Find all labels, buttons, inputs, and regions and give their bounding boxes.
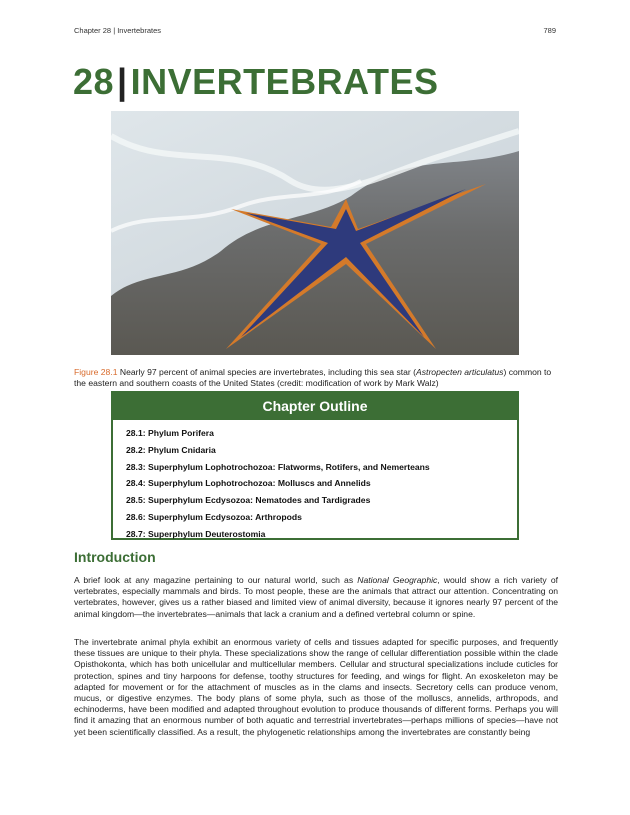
- magazine-title: National Geographic: [357, 575, 438, 585]
- introduction-heading: Introduction: [74, 549, 156, 565]
- outline-item: 28.4: Superphylum Lophotrochozoa: Molluscs and Annelids: [126, 478, 371, 489]
- caption-text-2: ) common to the eastern and southern coasts of the United States (credit: modification of work by Mark Walz): [74, 366, 552, 388]
- page-number: 789: [543, 26, 556, 35]
- chapter-outline-box: [111, 391, 519, 540]
- intro-p1-text-1: A brief look at any magazine pertaining to our natural world, such as: [74, 575, 358, 585]
- chapter-name: INVERTEBRATES: [130, 61, 439, 102]
- outline-item: 28.7: Superphylum Deuterostomia: [126, 528, 266, 539]
- running-header-chapter: Chapter 28 | Invertebrates: [74, 26, 161, 35]
- figure-caption: [74, 367, 558, 389]
- chapter-separator: |: [117, 61, 128, 102]
- intro-paragraph-1: [74, 575, 558, 620]
- outline-item: 28.1: Phylum Porifera: [126, 428, 214, 438]
- outline-item: 28.3: Superphylum Lophotrochozoa: Flatworms, Rotifers, and Nemerteans: [126, 461, 430, 472]
- chapter-number: 28: [73, 61, 115, 102]
- intro-p1-text-2: , would show a rich variety of vertebrates, especially mammals and birds. To most people, these are the animals that attract our attention. Concentrating on vertebrates, however, gives us a rather biased and limited view of animal diversity, because it ignores nearly 97 percent of the animal kingdom—the invertebrates—animals that lack a cranium and a defined vertebral column or spine.: [74, 575, 558, 619]
- intro-paragraph-2: The invertebrate animal phyla exhibit an enormous variety of cells and tissues adapted for specific purposes, and frequently these tissues are unique to their phyla. These specializations show the range of cellular differentiation possible within the clade Opisthokonta, which has both unicellular and multicellular members. Cellular and structural specializations include cuticles for protection, spines and tiny harpoons for defense, toothy structures for feeding, and wings for flight. An exoskeleton may be adapted for movement or for the attachment of muscles as in the clams and insects. Secretory cells can produce venom, mucus, or digestive enzymes. The body plans of some phyla, such as those of the molluscs, annelids, arthropods, and echinoderms, have been modified and adapted throughout evolution to produce thousands of different forms. Perhaps you will find it amazing that an enormous number of both aquatic and terrestrial invertebrates—perhaps millions of species—have not yet been scientifically classified. As a result, the phylogenetic relationships among the invertebrates are constantly being: [74, 637, 558, 737]
- outline-item: 28.6: Superphylum Ecdysozoa: Arthropods: [126, 511, 302, 522]
- chapter-outline-title: Chapter Outline: [113, 393, 517, 420]
- caption-text-1: Nearly 97 percent of animal species are invertebrates, including this sea star (: [117, 366, 417, 377]
- sea-star-photo: [111, 111, 519, 355]
- outline-item: 28.2: Phylum Cnidaria: [126, 444, 216, 455]
- figure-label: Figure 28.1: [74, 366, 118, 377]
- chapter-title: [73, 60, 438, 104]
- outline-item: 28.5: Superphylum Ecdysozoa: Nematodes and Tardigrades: [126, 495, 371, 506]
- species-name: Astropecten articulatus: [416, 366, 504, 377]
- chapter-outline-list: [113, 420, 517, 543]
